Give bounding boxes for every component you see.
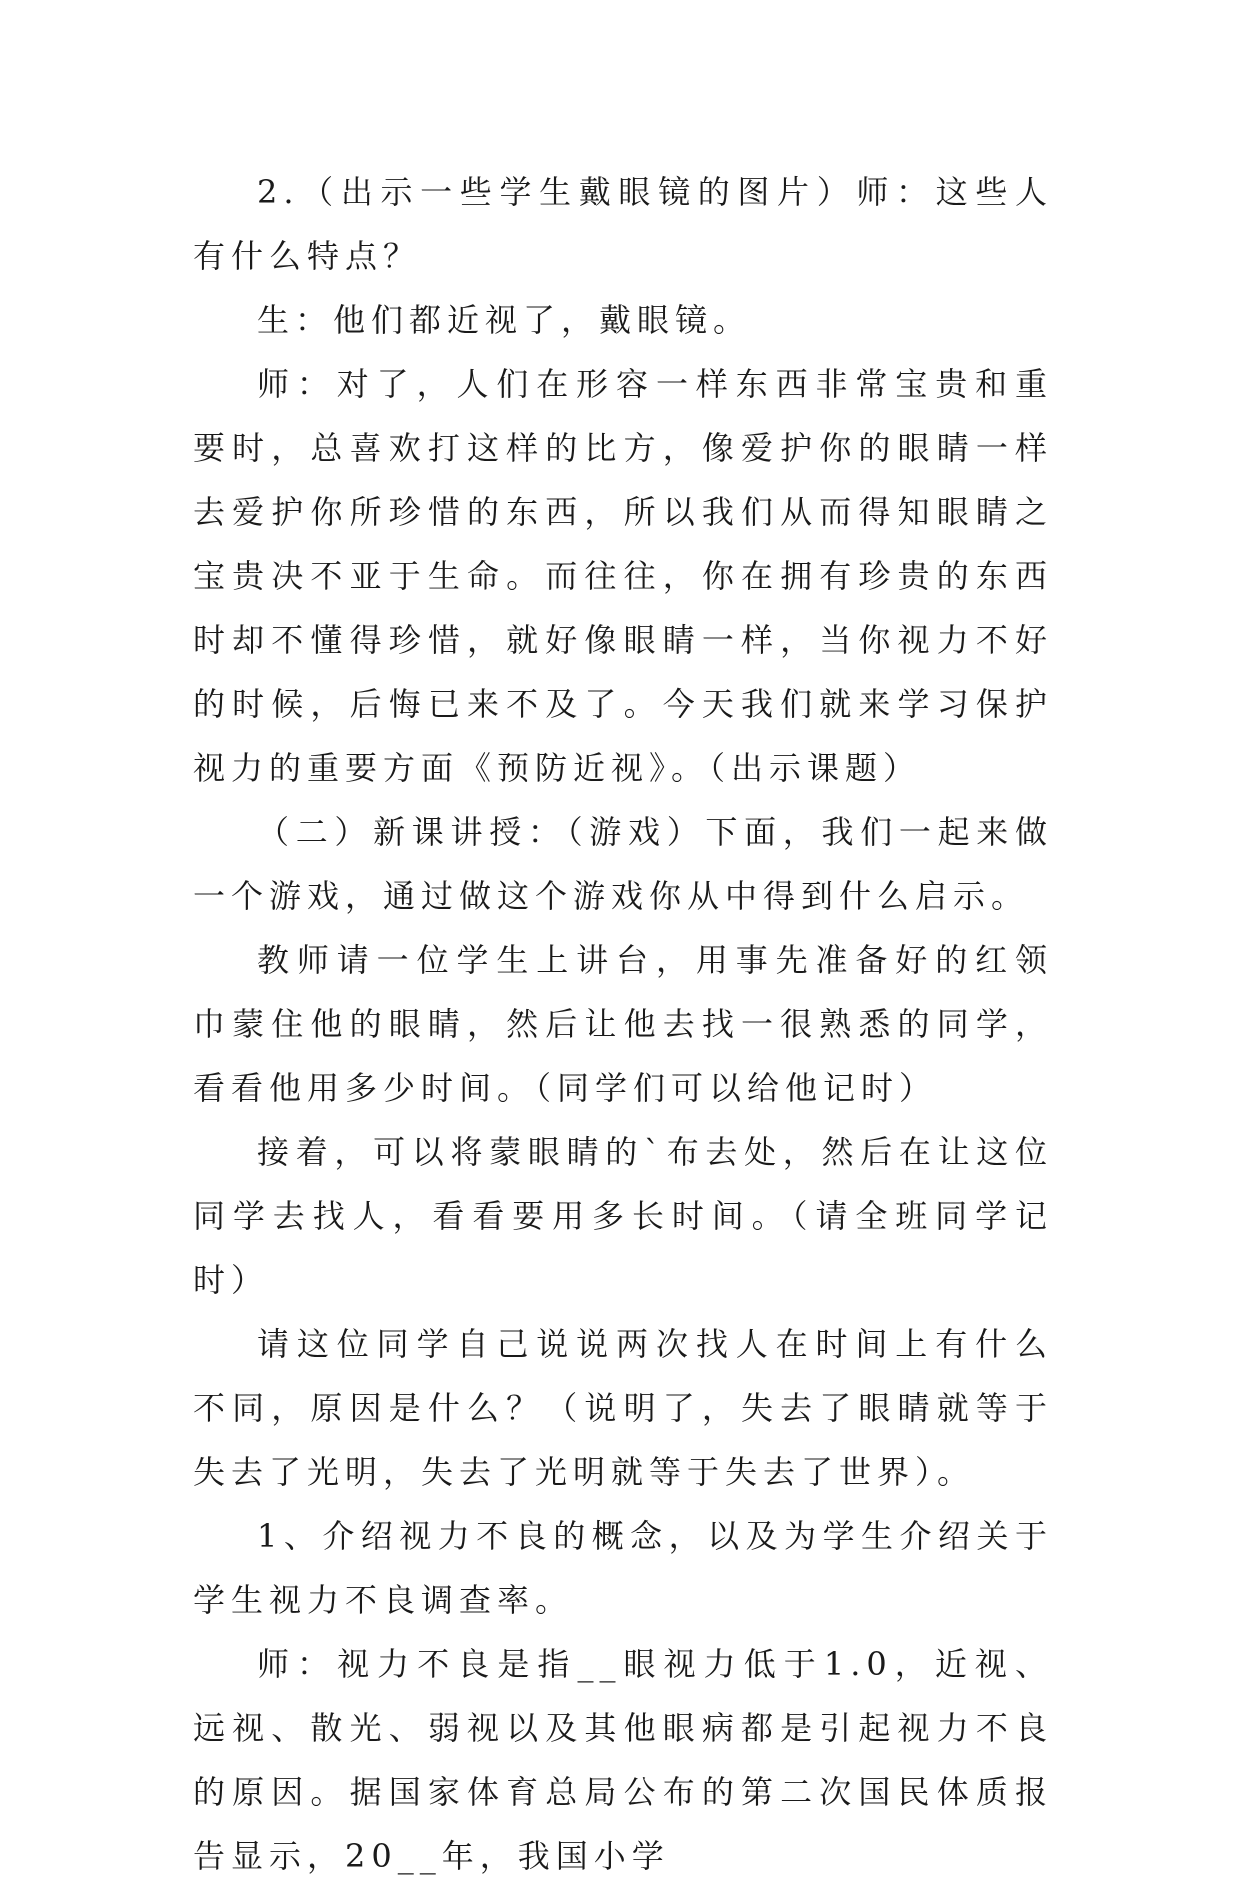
paragraph-9: 师：视力不良是指__眼视力低于1.0，近视、远视、散光、弱视以及其他眼病都是引起视力不良的原因。据国家体育总局公布的第二次国民体质报告显示，20__年，我国小学	[193, 1645, 1053, 1875]
paragraph-6: 接着，可以将蒙眼睛的`布去处，然后在让这位同学去找人，看看要用多长时间。（请全班同学记时）	[193, 1133, 1053, 1299]
paragraph-8: 1、介绍视力不良的概念，以及为学生介绍关于学生视力不良调查率。	[193, 1517, 1053, 1619]
paragraph-5: 教师请一位学生上讲台，用事先准备好的红领巾蒙住他的眼睛，然后让他去找一很熟悉的同学，看看他用多少时间。（同学们可以给他记时）	[193, 941, 1053, 1107]
paragraph-7: 请这位同学自己说说两次找人在时间上有什么不同，原因是什么？（说明了，失去了眼睛就等于失去了光明，失去了光明就等于失去了世界）。	[193, 1325, 1053, 1491]
paragraph-3: 师：对了，人们在形容一样东西非常宝贵和重要时，总喜欢打这样的比方，像爱护你的眼睛一样去爱护你所珍惜的东西，所以我们从而得知眼睛之宝贵决不亚于生命。而往往，你在拥有珍贵的东西时却不懂得珍惜，就好像眼睛一样，当你视力不好的时候，后悔已来不及了。今天我们就来学习保护视力的重要方面《预防近视》。（出示课题）	[193, 365, 1053, 787]
paragraph-1: 2.（出示一些学生戴眼镜的图片）师：这些人有什么特点？	[193, 173, 1053, 275]
document-body	[193, 160, 1053, 1888]
paragraph-2: 生：他们都近视了，戴眼镜。	[257, 301, 752, 339]
paragraph-4: （二）新课讲授：（游戏）下面，我们一起来做一个游戏，通过做这个游戏你从中得到什么启示。	[193, 813, 1053, 915]
